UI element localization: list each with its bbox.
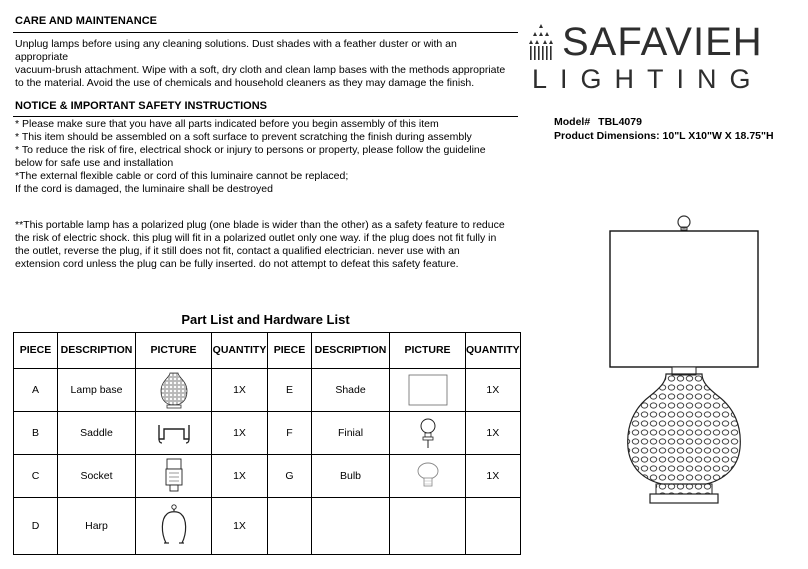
quantity-cell: 1X xyxy=(212,498,268,555)
piece-cell: G xyxy=(268,455,312,498)
picture-cell xyxy=(390,498,466,555)
description-cell: Lamp base xyxy=(58,369,136,412)
description-cell: Socket xyxy=(58,455,136,498)
quantity-cell: 1X xyxy=(212,369,268,412)
header-description: DESCRIPTION xyxy=(58,333,136,369)
quantity-cell: 1X xyxy=(212,412,268,455)
table-row xyxy=(14,412,521,455)
polarized-plug-text: **This portable lamp has a polarized plug (one blade is wider than the other) as a safety feature to reduce the risk of electric shock. this plug will fit in a polarized outlet only one way. if the plug does not fit fully in the outlet, reverse the plug, if it still does not fit, contact a qualified electrician. never use with an extension cord unless the plug can be fully inserted. do not attempt to defeat this safety feature. xyxy=(15,219,505,270)
care-text: Unplug lamps before using any cleaning solutions. Dust shades with a feather duster or with an appropriate vacuum-brush attachment. Wipe with a soft, dry cloth and clean lamp bases with the methods appropriate to the material. Avoid the use of chemicals and household cleaners as they may damage the finish. xyxy=(15,38,506,89)
care-title: CARE AND MAINTENANCE xyxy=(15,15,157,27)
header-piece: PIECE xyxy=(14,333,58,369)
lamp-base-icon xyxy=(159,371,189,409)
piece-cell xyxy=(268,498,312,555)
model-number: TBL4079 xyxy=(598,116,642,128)
picture-cell xyxy=(136,412,212,455)
table-row xyxy=(14,369,521,412)
quantity-cell: 1X xyxy=(466,455,521,498)
picture-cell xyxy=(390,412,466,455)
table-row xyxy=(14,498,521,555)
table-header-row xyxy=(14,333,521,369)
divider xyxy=(13,32,518,33)
piece-cell: A xyxy=(14,369,58,412)
picture-cell xyxy=(136,455,212,498)
socket-icon xyxy=(163,457,185,495)
description-cell: Shade xyxy=(312,369,390,412)
header-picture: PICTURE xyxy=(390,333,466,369)
safavieh-logo xyxy=(526,20,796,95)
picture-cell xyxy=(136,498,212,555)
picture-cell xyxy=(136,369,212,412)
bulb-icon xyxy=(415,461,441,491)
piece-cell: C xyxy=(14,455,58,498)
notice-text: * Please make sure that you have all parts indicated before you begin assembly of this item * This item should be assembled on a soft surface to prevent scratching the finish during assembly * To reduce the risk of fire, electrical shock or injury to persons or property, please follow the guideline below for safe use and installation *The external flexible cable or cord of this luminaire cannot be replaced; If the cord is damaged, the luminaire shall be destroyed xyxy=(15,118,486,195)
table-row xyxy=(14,455,521,498)
shade-icon xyxy=(408,374,448,406)
picture-cell xyxy=(390,455,466,498)
parts-table xyxy=(13,332,521,555)
lamp-drawing xyxy=(604,212,764,512)
quantity-cell: 1X xyxy=(212,455,268,498)
finial-icon xyxy=(418,416,438,450)
description-cell: Finial xyxy=(312,412,390,455)
header-quantity: QUANTITY xyxy=(212,333,268,369)
piece-cell: F xyxy=(268,412,312,455)
saddle-icon xyxy=(156,421,192,445)
brand-name: SAFAVIEH xyxy=(562,20,763,64)
picture-cell xyxy=(390,369,466,412)
quantity-cell: 1X xyxy=(466,369,521,412)
model-label: Model# xyxy=(554,116,591,128)
description-cell: Harp xyxy=(58,498,136,555)
header-piece: PIECE xyxy=(268,333,312,369)
divider xyxy=(13,116,518,117)
parts-table-title: Part List and Hardware List xyxy=(181,312,350,327)
harp-icon xyxy=(159,503,189,549)
header-picture: PICTURE xyxy=(136,333,212,369)
piece-cell: B xyxy=(14,412,58,455)
description-cell: Saddle xyxy=(58,412,136,455)
header-quantity: QUANTITY xyxy=(466,333,521,369)
model-info xyxy=(554,115,774,143)
piece-cell: E xyxy=(268,369,312,412)
notice-title: NOTICE & IMPORTANT SAFETY INSTRUCTIONS xyxy=(15,100,267,112)
brand-subtitle: LIGHTING xyxy=(532,64,764,94)
header-description: DESCRIPTION xyxy=(312,333,390,369)
piece-cell: D xyxy=(14,498,58,555)
quantity-cell xyxy=(466,498,521,555)
description-cell xyxy=(312,498,390,555)
description-cell: Bulb xyxy=(312,455,390,498)
quantity-cell: 1X xyxy=(466,412,521,455)
logo-mark-icon xyxy=(526,22,556,62)
product-dimensions: Product Dimensions: 10"L X10"W X 18.75"H xyxy=(554,130,774,142)
